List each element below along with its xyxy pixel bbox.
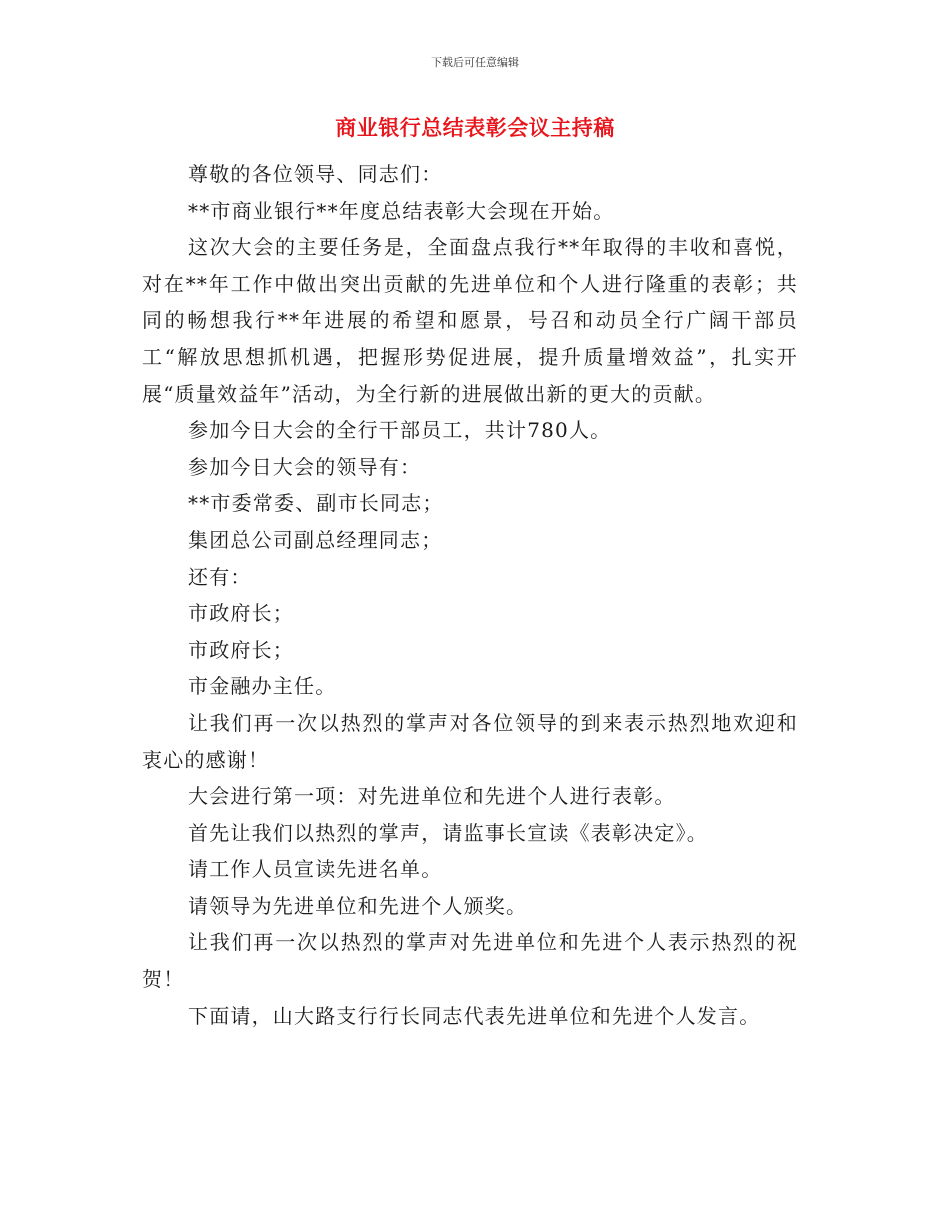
- paragraph-main-task: 这次大会的主要任务是，全面盘点我行**年取得的丰收和喜悦，对在**年工作中做出突出贡献的先进单位和个人进行隆重的表彰；共同的畅想我行**年进展的希望和愿景，号召和动员全行广阔干部员工“解放思想抓机遇，把握形势促进展，提升质量增效益”，扎实开展“质量效益年”活动，为全行新的进展做出新的更大的贡献。: [142, 235, 798, 406]
- paragraph-leader-5: 市金融办主任。: [188, 674, 337, 699]
- paragraph-leader-1: **市委常委、副市长同志；: [188, 491, 444, 516]
- paragraph-welcome: 让我们再一次以热烈的掌声对各位领导的到来表示热烈地欢迎和衷心的感谢！: [142, 710, 798, 772]
- paragraph-opening: **市商业银行**年度总结表彰大会现在开始。: [188, 198, 615, 223]
- paragraph-attendance: 参加今日大会的全行干部员工，共计780人。: [188, 418, 612, 443]
- header-note: 下载后可任意编辑: [431, 56, 519, 69]
- paragraph-salutation: 尊敬的各位领导、同志们：: [188, 162, 443, 186]
- paragraph-item-one: 大会进行第一项：对先进单位和先进个人进行表彰。: [188, 784, 676, 809]
- paragraph-leader-4: 市政府长；: [188, 637, 294, 662]
- paragraph-also: 还有：: [188, 564, 252, 589]
- paragraph-leader-2: 集团总公司副总经理同志；: [188, 527, 443, 552]
- paragraph-name-list: 请工作人员宣读先进名单。: [188, 857, 443, 882]
- paragraph-leader-3: 市政府长；: [188, 601, 294, 626]
- paragraph-congratulate: 让我们再一次以热烈的掌声对先进单位和先进个人表示热烈的祝贺！: [142, 930, 798, 992]
- paragraph-awards: 请领导为先进单位和先进个人颁奖。: [188, 893, 528, 918]
- paragraph-speech: 下面请，山大路支行行长同志代表先进单位和先进个人发言。: [188, 1003, 761, 1028]
- paragraph-leaders-intro: 参加今日大会的领导有：: [188, 454, 422, 479]
- paragraph-decision: 首先让我们以热烈的掌声，请监事长宣读《表彰决定》。: [188, 820, 708, 845]
- document-body: [142, 156, 798, 1034]
- document-title: 商业银行总结表彰会议主持稿: [335, 116, 615, 140]
